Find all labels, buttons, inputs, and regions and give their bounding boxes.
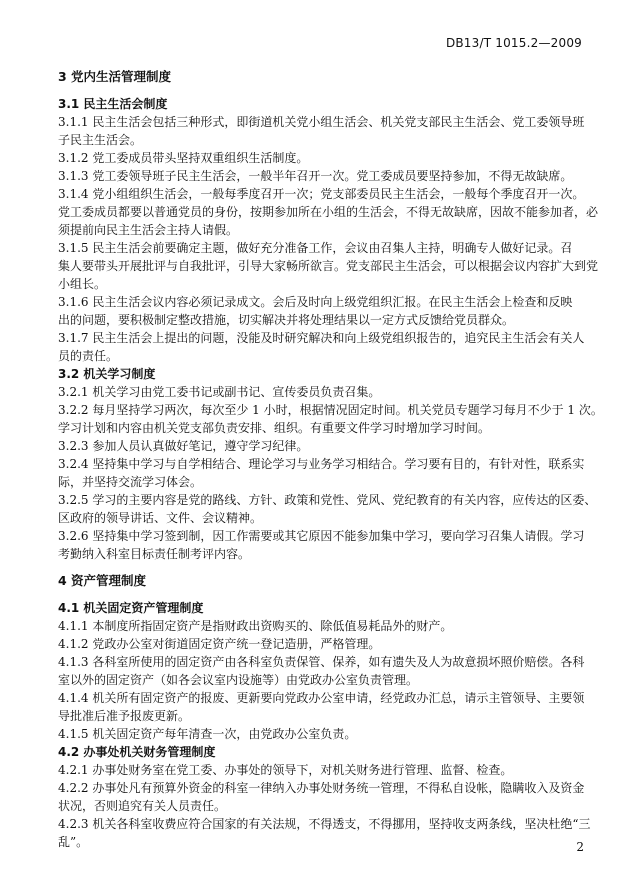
section-heading: 3.1 民主生活会制度 <box>58 97 168 111</box>
paragraph-line: 3.1.1 民主生活会包括三种形式，即街道机关党小组生活会、机关党支部民主生活会、党工委领导班 <box>58 115 585 129</box>
paragraph-line: 际，并坚持交流学习体会。 <box>58 475 203 489</box>
paragraph-line: 出的问题，要积极制定整改措施，切实解决并将处理结果以一定方式反馈给党员群众。 <box>58 313 515 327</box>
paragraph-line: 3.1.7 民主生活会上提出的问题，没能及时研究解决和向上级党组织报告的，追究民主生活会有关人 <box>58 331 585 345</box>
paragraph-line: 子民主生活会。 <box>58 133 143 147</box>
paragraph-line: 3.2.3 参加人员认真做好笔记，遵守学习纪律。 <box>58 439 309 453</box>
paragraph-line: 小组长。 <box>58 277 107 291</box>
document-body <box>58 68 603 851</box>
paragraph-line: 3.1.3 党工委领导班子民主生活会，一般半年召开一次。党工委成员要坚持参加，不得无故缺席。 <box>58 169 573 183</box>
paragraph-line: 3.1.5 民主生活会前要确定主题，做好充分准备工作，会议由召集人主持，明确专人做好记录。召 <box>58 241 573 255</box>
paragraph-line: 4.1.4 机关所有固定资产的报废、更新要向党政办公室申请，经党政办汇总，请示主管领导、主要领 <box>58 691 585 705</box>
paragraph-line: 区政府的领导讲话、文件、会议精神。 <box>58 511 263 525</box>
section-heading: 3.2 机关学习制度 <box>58 367 156 381</box>
paragraph-line: 4.1.1 本制度所指固定资产是指财政出资购买的、除低值易耗品外的财产。 <box>58 619 453 633</box>
paragraph-line: 考勤纳入科室目标责任制考评内容。 <box>58 547 251 561</box>
paragraph-line: 须提前向民主生活会主持人请假。 <box>58 223 239 237</box>
chapter-heading: 3 党内生活管理制度 <box>58 69 172 84</box>
paragraph-line: 4.2.3 机关各科室收费应符合国家的有关法规，不得透支，不得挪用，坚持收支两条线，坚决杜绝“三 <box>58 817 591 831</box>
paragraph-line: 室以外的固定资产（如各会议室内设施等）由党政办公室负责管理。 <box>58 673 419 687</box>
paragraph-line: 状况，否则追究有关人员责任。 <box>58 799 227 813</box>
paragraph-line: 3.2.4 坚持集中学习与自学相结合、理论学习与业务学习相结合。学习要有目的，有针对性，联系实 <box>58 457 585 471</box>
paragraph-line: 3.1.2 党工委成员带头坚持双重组织生活制度。 <box>58 151 309 165</box>
paragraph-line: 学习计划和内容由机关党支部负责安排、组织。有重要文件学习时增加学习时间。 <box>58 421 491 435</box>
section-heading: 4.1 机关固定资产管理制度 <box>58 601 204 615</box>
section-gap <box>58 86 580 95</box>
paragraph-line: 3.1.4 党小组组织生活会，一般每季度召开一次；党支部委员民主生活会，一般每个季度召开一次。 <box>58 187 585 201</box>
paragraph-line: 乱”。 <box>58 835 89 849</box>
paragraph-line: 3.2.5 学习的主要内容是党的路线、方针、政策和党性、党风、党纪教育的有关内容，应传达的区委、 <box>58 493 597 507</box>
paragraph-line: 4.1.5 机关固定资产每年清查一次，由党政办公室负责。 <box>58 727 357 741</box>
page-number: 2 <box>576 840 584 854</box>
paragraph-line: 集人要带头开展批评与自我批评，引导大家畅所欲言。党支部民主生活会，可以根据会议内容扩大到党 <box>58 259 599 273</box>
section-gap <box>58 590 580 599</box>
paragraph-line: 3.1.6 民主生活会议内容必须记录成文。会后及时向上级党组织汇报。在民主生活会上检查和反映 <box>58 295 573 309</box>
section-heading: 4.2 办事处机关财务管理制度 <box>58 745 216 759</box>
paragraph-line: 4.2.1 办事处财务室在党工委、办事处的领导下，对机关财务进行管理、监督、检查。 <box>58 763 513 777</box>
paragraph-line: 3.2.2 每月坚持学习两次，每次至少 1 小时，根据情况固定时间。机关党员专题学习每月不少于 1 次。 <box>58 403 603 417</box>
paragraph-line: 3.2.1 机关学习由党工委书记或副书记、宣传委员负责召集。 <box>58 385 381 399</box>
paragraph-line: 4.1.2 党政办公室对街道固定资产统一登记造册，严格管理。 <box>58 637 381 651</box>
paragraph-line: 导批准后准予报废更新。 <box>58 709 191 723</box>
paragraph-line: 3.2.6 坚持集中学习签到制，因工作需要或其它原因不能参加集中学习，要向学习召集人请假。学习 <box>58 529 585 543</box>
paragraph-line: 4.2.2 办事处凡有预算外资金的科室一律纳入办事处财务统一管理，不得私自设帐，隐瞒收入及资金 <box>58 781 585 795</box>
document-id: DB13/T 1015.2—2009 <box>445 36 582 50</box>
paragraph-line: 员的责任。 <box>58 349 119 363</box>
paragraph-line: 党工委成员都要以普通党员的身份，按期参加所在小组的生活会，不得无故缺席，因故不能参加者，必 <box>58 205 599 219</box>
chapter-heading: 4 资产管理制度 <box>58 573 147 588</box>
section-gap <box>58 563 580 572</box>
paragraph-line: 4.1.3 各科室所使用的固定资产由各科室负责保管、保养，如有遗失及人为故意损坏照价赔偿。各科 <box>58 655 585 669</box>
